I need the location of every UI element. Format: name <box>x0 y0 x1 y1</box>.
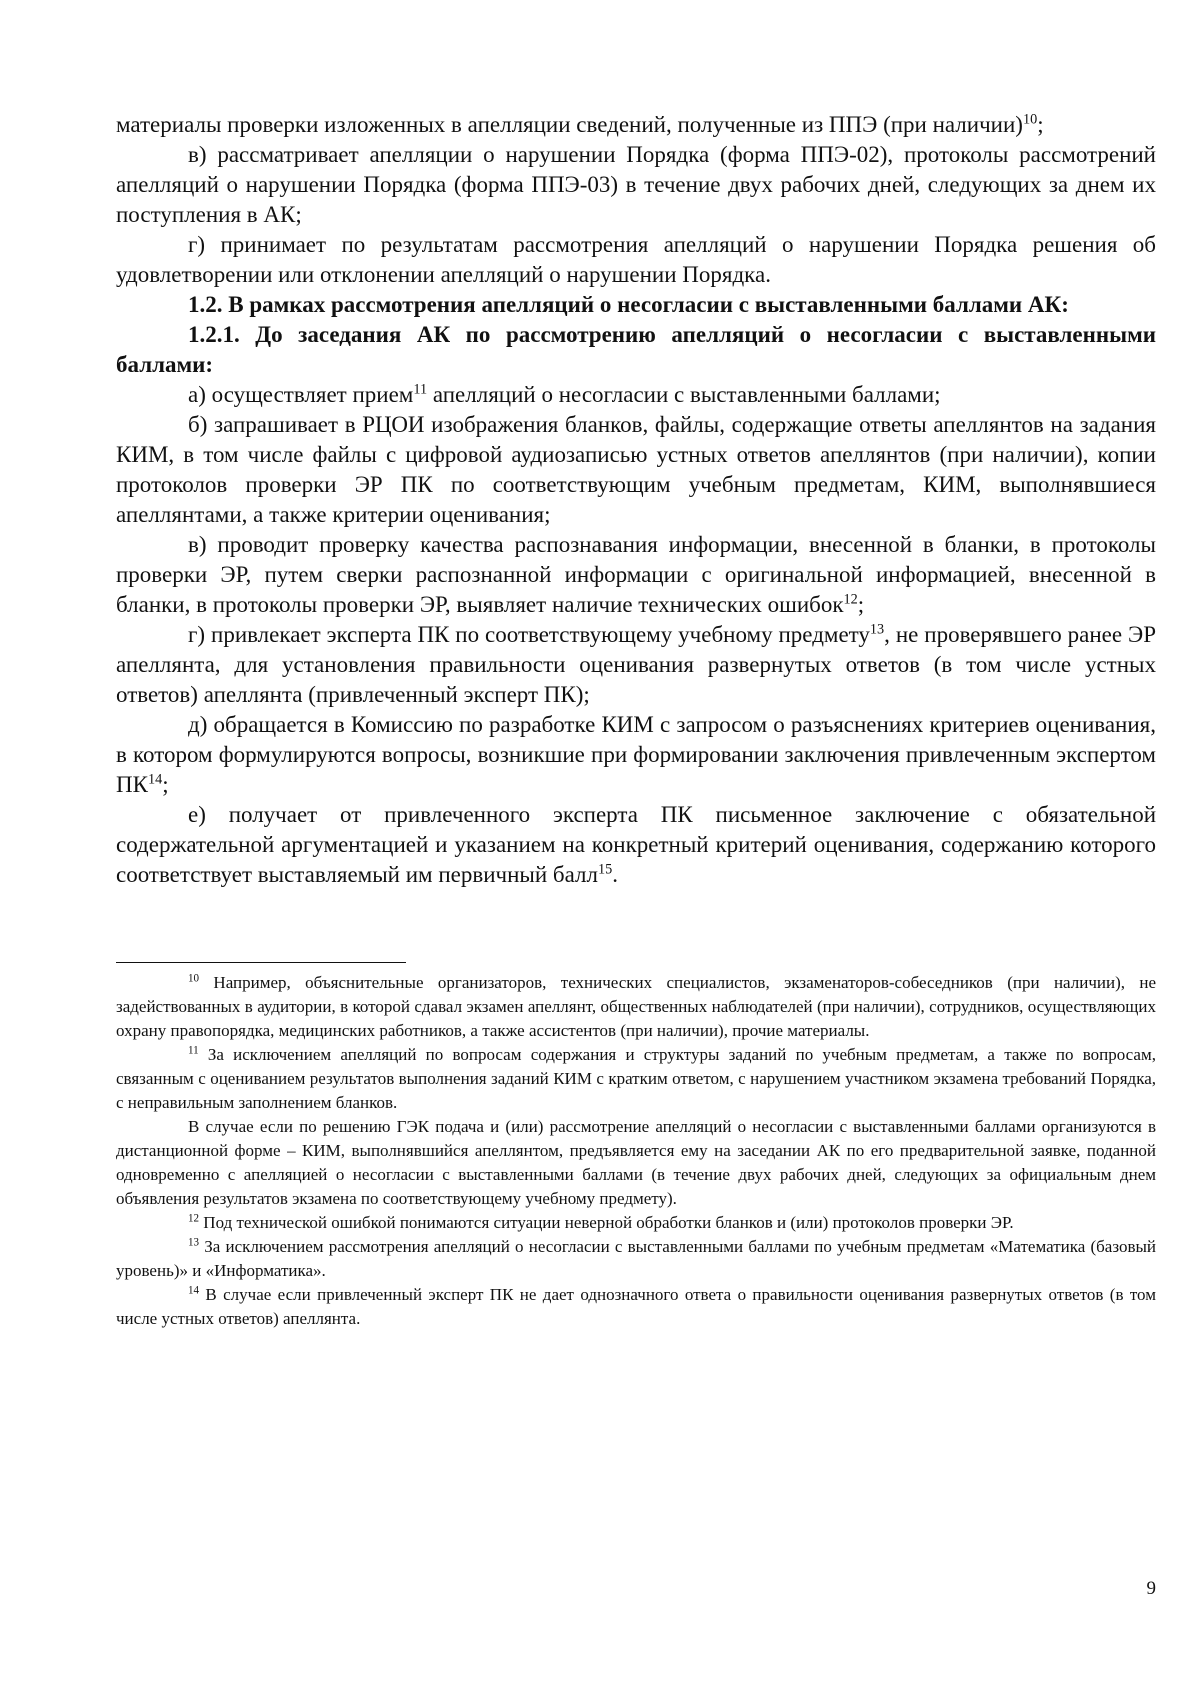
footnote-mark: 14 <box>147 771 163 788</box>
text-run: д) обращается в Комиссию по разработке КИМ с запросом о разъяснениях критериев оценивания, в котором формулируются вопросы, возникшие при формировании заключения привлеченным экспертом ПК <box>116 712 1156 797</box>
paragraph <box>116 410 1156 530</box>
text-run: Под технической ошибкой понимаются ситуации неверной обработки бланков и (или) протоколов проверки ЭР. <box>199 1213 1014 1232</box>
page-number: 9 <box>1146 1578 1156 1599</box>
paragraph <box>116 320 1156 380</box>
paragraph <box>116 290 1156 320</box>
paragraph <box>116 530 1156 620</box>
text-run: г) привлекает эксперта ПК по соответствующему учебному предмету <box>188 622 870 647</box>
text-run: В случае если привлеченный эксперт ПК не дает однозначного ответа о правильности оценивания развернутых ответов (в том числе устных ответов) апеллянта. <box>116 1285 1156 1328</box>
paragraph <box>116 710 1156 800</box>
footnotes <box>116 971 1156 1331</box>
footnote-mark: 10 <box>1022 111 1038 128</box>
paragraph <box>116 620 1156 710</box>
footnote <box>116 1283 1156 1331</box>
footnote-mark: 12 <box>843 591 858 608</box>
document-page <box>116 110 1156 1331</box>
text-run: Например, объяснительные организаторов, технических специалистов, экзаменаторов-собеседников (при наличии), не задействованных в аудитории, в которой сдавал экзамен апеллянт, общественных наблюдателей (при наличии), сотрудников, осуществляющих охрану правопорядка, медицинских работников, а также ассистентов (при наличии), прочие материалы. <box>116 973 1156 1040</box>
footnote-mark: 10 <box>188 972 200 985</box>
paragraph <box>116 800 1156 890</box>
text-run: В случае если по решению ГЭК подача и (или) рассмотрение апелляций о несогласии с выставленными баллами организуются в дистанционной форме – КИМ, выполнявшийся апеллянтом, предъявляется ему на заседании АК по его предварительной заявке, поданной одновременно с апелляцией о несогласии с выставленными баллами (в течение двух рабочих дней, следующих за официальным днем объявления результатов экзамена по соответствующему учебному предмету). <box>116 1117 1156 1208</box>
footnote-separator <box>116 962 406 963</box>
footnote-mark: 15 <box>597 861 613 878</box>
footnote <box>116 971 1156 1043</box>
text-run: г) принимает по результатам рассмотрения апелляций о нарушении Порядка решения об удовлетворении или отклонении апелляций о нарушении Порядка. <box>116 232 1156 287</box>
paragraph <box>116 380 1156 410</box>
bold-text: 1.2.1. До заседания АК по рассмотрению апелляций о несогласии с выставленными баллами: <box>116 322 1156 377</box>
text-run: ; <box>1037 112 1044 137</box>
text-run: ; <box>857 592 865 617</box>
text-run: ; <box>162 772 169 797</box>
paragraph <box>116 230 1156 290</box>
text-run: , не проверявшего ранее ЭР апеллянта, для установления правильности оценивания развернутых ответов (в том числе устных ответов) апеллянта (привлеченный эксперт ПК); <box>116 622 1156 707</box>
text-run: а) осуществляет прием <box>188 382 414 407</box>
footnote-mark: 14 <box>188 1284 200 1297</box>
text-run: б) запрашивает в РЦОИ изображения бланков, файлы, содержащие ответы апеллянтов на задания КИМ, в том числе файлы с цифровой аудиозаписью устных ответов апеллянтов (при наличии), копии протоколов проверки ЭР ПК по соответствующим учебным предметам, КИМ, выполнявшиеся апеллянтами, а также критерии оценивания; <box>116 412 1156 527</box>
text-run: За исключением рассмотрения апелляций о несогласии с выставленными баллами по учебным предметам «Математика (базовый уровень)» и «Информатика». <box>116 1237 1156 1280</box>
bold-text: 1.2. В рамках рассмотрения апелляций о несогласии с выставленными баллами АК: <box>188 292 1069 317</box>
footnote-mark: 11 <box>413 381 428 398</box>
footnote <box>116 1043 1156 1115</box>
main-text <box>116 110 1156 890</box>
text-run: . <box>612 862 618 887</box>
text-run: в) проводит проверку качества распознавания информации, внесенной в бланки, в протоколы проверки ЭР, путем сверки распознанной информации с оригинальной информацией, внесенной в бланки, в протоколы проверки ЭР, выявляет наличие технических ошибок <box>116 532 1156 617</box>
paragraph <box>116 110 1156 140</box>
text-run: е) получает от привлеченного эксперта ПК письменное заключение с обязательной содержательной аргументацией и указанием на конкретный критерий оценивания, содержанию которого соответствует выставляемый им первичный балл <box>116 802 1156 887</box>
footnote-mark: 13 <box>869 621 885 638</box>
footnote-mark: 12 <box>188 1212 200 1225</box>
text-run: в) рассматривает апелляции о нарушении Порядка (форма ППЭ-02), протоколы рассмотрений апелляций о нарушении Порядка (форма ППЭ-03) в течение двух рабочих дней, следующих за днем их поступления в АК; <box>116 142 1156 227</box>
text-run: материалы проверки изложенных в апелляции сведений, полученные из ППЭ (при наличии) <box>116 112 1023 137</box>
footnote <box>116 1235 1156 1283</box>
footnote-mark: 13 <box>188 1236 200 1249</box>
text-run: апелляций о несогласии с выставленными баллами; <box>427 382 941 407</box>
footnote <box>116 1211 1156 1235</box>
paragraph <box>116 140 1156 230</box>
footnote-mark: 11 <box>188 1044 199 1057</box>
text-run: За исключением апелляций по вопросам содержания и структуры заданий по учебным предметам, а также по вопросам, связанным с оцениванием результатов выполнения заданий КИМ с кратким ответом, с нарушением участником экзамена требований Порядка, с неправильным заполнением бланков. <box>116 1045 1156 1112</box>
footnote <box>116 1115 1156 1211</box>
